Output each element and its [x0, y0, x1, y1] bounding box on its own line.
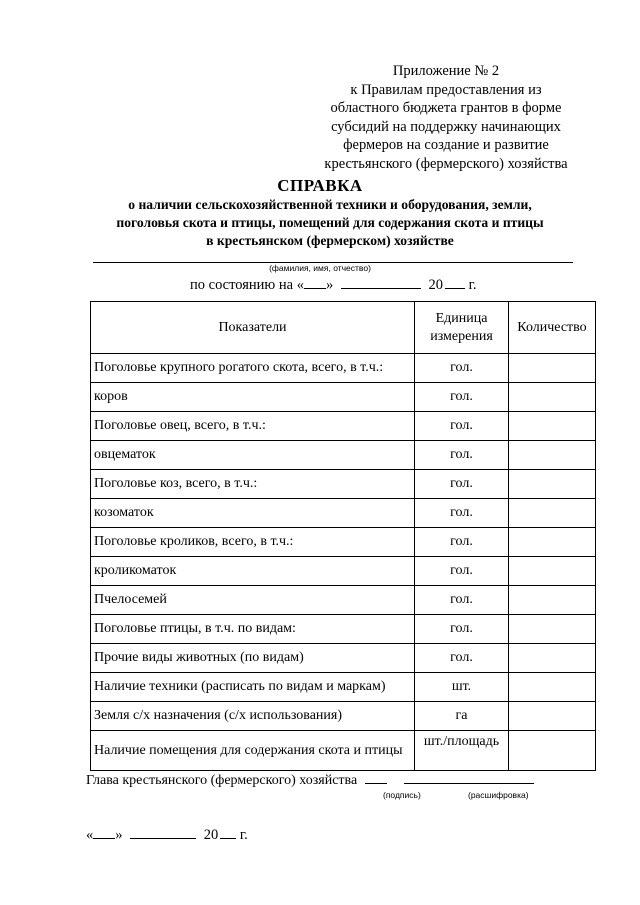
row-label: кроликоматок: [91, 557, 415, 586]
as-of-quote-close: »: [325, 277, 334, 293]
signer-title: Глава крестьянского (фермерского) хозяйства: [86, 773, 358, 788]
table-header-row: [91, 302, 596, 354]
row-label: Поголовье кроликов, всего, в т.ч.:: [91, 528, 415, 557]
document-subtitle: [80, 196, 580, 250]
table-row: [91, 615, 596, 644]
row-quantity-cell[interactable]: [509, 557, 596, 586]
table-row: [91, 586, 596, 615]
appendix-line: к Правилам предоставления из: [350, 81, 542, 98]
row-unit: шт.: [415, 673, 509, 702]
row-quantity-cell[interactable]: [509, 499, 596, 528]
appendix-line: фермеров на создание и развитие: [343, 137, 549, 154]
row-unit: га: [415, 702, 509, 731]
row-quantity-cell[interactable]: [509, 615, 596, 644]
header-indicators: Показатели: [91, 302, 415, 354]
signature-caption: (подпись): [383, 790, 421, 800]
row-quantity-cell[interactable]: [509, 731, 596, 771]
as-of-month-blank[interactable]: [341, 276, 421, 289]
row-unit: гол.: [415, 557, 509, 586]
row-label: Поголовье коз, всего, в т.ч.:: [91, 470, 415, 499]
row-quantity-cell[interactable]: [509, 412, 596, 441]
date-year-suffix: г.: [239, 827, 248, 843]
table-row: [91, 412, 596, 441]
row-unit: гол.: [415, 470, 509, 499]
document-title: СПРАВКА: [277, 176, 363, 195]
row-label: Поголовье птицы, в т.ч. по видам:: [91, 615, 415, 644]
as-of-year-prefix: 20: [428, 277, 443, 293]
row-unit: гол.: [415, 586, 509, 615]
indicators-table: [90, 301, 596, 771]
appendix-line: Приложение № 2: [392, 63, 500, 79]
table-row: [91, 441, 596, 470]
row-quantity-cell[interactable]: [509, 528, 596, 557]
subtitle-line: в крестьянском (фермерском) хозяйстве: [206, 233, 454, 248]
table-row: [91, 354, 596, 383]
row-quantity-cell[interactable]: [509, 702, 596, 731]
row-unit: гол.: [415, 615, 509, 644]
table-row: [91, 470, 596, 499]
date-quote-open: «: [86, 827, 94, 843]
row-quantity-cell[interactable]: [509, 644, 596, 673]
row-label: Поголовье крупного рогатого скота, всего, в т.ч.:: [91, 354, 415, 383]
signature-blank[interactable]: [365, 771, 387, 784]
as-of-date-line: [190, 276, 477, 294]
row-label: Пчелосемей: [91, 586, 415, 615]
table-row: [91, 731, 596, 771]
footer-date-line: [86, 826, 248, 844]
row-quantity-cell[interactable]: [509, 470, 596, 499]
table-row: [91, 702, 596, 731]
row-quantity-cell[interactable]: [509, 441, 596, 470]
row-label: Наличие техники (расписать по видам и маркам): [91, 673, 415, 702]
subtitle-line: поголовья скота и птицы, помещений для содержания скота и птицы: [116, 215, 544, 230]
date-year-blank[interactable]: [220, 826, 236, 839]
header-unit: Единица измерения: [415, 302, 509, 354]
row-label: овцематок: [91, 441, 415, 470]
row-label: Прочие виды животных (по видам): [91, 644, 415, 673]
row-unit: гол.: [415, 412, 509, 441]
row-unit: гол.: [415, 354, 509, 383]
row-label: козоматок: [91, 499, 415, 528]
row-unit: шт./площадь: [415, 731, 509, 771]
row-label: Наличие помещения для содержания скота и птицы: [91, 731, 415, 771]
signer-line: [86, 771, 534, 789]
date-year-prefix: 20: [203, 827, 219, 843]
row-unit: гол.: [415, 383, 509, 412]
row-label: Поголовье овец, всего, в т.ч.:: [91, 412, 415, 441]
row-quantity-cell[interactable]: [509, 586, 596, 615]
appendix-line: субсидий на поддержку начинающих: [331, 118, 561, 135]
as-of-prefix: по состоянию на «: [190, 277, 304, 293]
table-row: [91, 499, 596, 528]
table-row: [91, 528, 596, 557]
row-label: коров: [91, 383, 415, 412]
row-unit: гол.: [415, 644, 509, 673]
row-unit: гол.: [415, 441, 509, 470]
transcript-blank[interactable]: [404, 771, 534, 784]
appendix-line: областного бюджета грантов в форме: [330, 100, 562, 117]
as-of-day-blank[interactable]: [304, 276, 326, 289]
as-of-year-blank[interactable]: [445, 276, 465, 289]
row-unit: гол.: [415, 499, 509, 528]
appendix-line: крестьянского (фермерского) хозяйства: [324, 155, 568, 172]
date-quote-close: »: [115, 827, 123, 843]
transcript-caption: (расшифровка): [468, 790, 529, 800]
as-of-year-suffix: г.: [468, 277, 477, 293]
table-row: [91, 557, 596, 586]
header-quantity: Количество: [509, 302, 596, 354]
subtitle-line: о наличии сельскохозяйственной техники и оборудования, земли,: [128, 197, 532, 212]
appendix-block: [300, 62, 592, 174]
date-month-blank[interactable]: [130, 826, 196, 839]
full-name-caption: (фамилия, имя, отчество): [269, 263, 371, 273]
row-unit: гол.: [415, 528, 509, 557]
row-quantity-cell[interactable]: [509, 383, 596, 412]
row-quantity-cell[interactable]: [509, 354, 596, 383]
date-day-blank[interactable]: [93, 826, 115, 839]
table-row: [91, 383, 596, 412]
row-quantity-cell[interactable]: [509, 673, 596, 702]
row-label: Земля с/х назначения (с/х использования): [91, 702, 415, 731]
table-row: [91, 644, 596, 673]
table-row: [91, 673, 596, 702]
